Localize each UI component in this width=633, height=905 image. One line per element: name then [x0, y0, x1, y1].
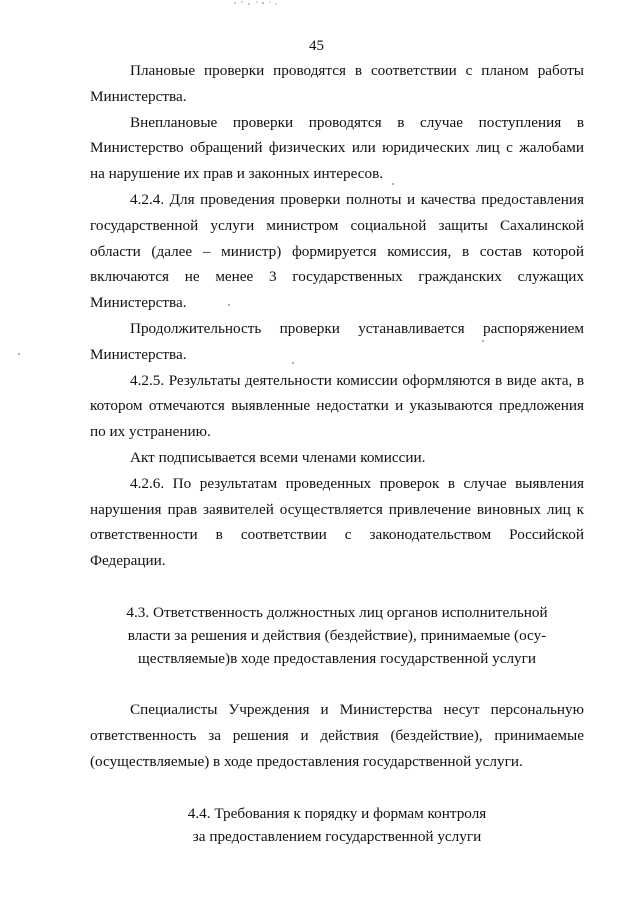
paragraph: Акт подписывается всеми членами комиссии. [130, 448, 426, 466]
heading-line: ществляемые)в ходе предоставления государственной услуги [138, 649, 536, 667]
heading-line: за предоставлением государственной услуги [192, 828, 482, 846]
heading-line: власти за решения и действия (бездействие), принимаемые (осу- [127, 626, 547, 644]
scan-speck [18, 353, 20, 355]
heading-line: 4.4. Требования к порядку и формам контроля [187, 805, 487, 823]
paragraph: Специалисты Учреждения и Министерства несут персональную ответственность за решения и действия (бездействие), принимаемые (осуществляемые) в ходе предоставления государственной услуги. [90, 700, 584, 770]
paragraph: 4.2.6. По результатам проведенных проверок в случае выявления нарушения прав заявителей осуществляется привлечение виновных лиц к ответственности в соответствии с законодательством Российской Федерации. [90, 474, 584, 570]
page-number: 45 [309, 38, 324, 54]
paragraph: Плановые проверки проводятся в соответствии с планом работы Министерства. [90, 62, 584, 105]
paragraph: 4.2.4. Для проведения проверки полноты и качества предоставления государственной услуги министром социальной защиты Сахалинской области (далее – министр) формируется комиссия, в состав которой включаются не менее 3 государственных гражданских служащих Министерства. [90, 190, 584, 312]
paragraph: Продолжительность проверки устанавливается распоряжением Министерства. [90, 319, 584, 363]
paragraph: Внеплановые проверки проводятся в случае поступления в Министерство обращений физических или юридических лиц с жалобами на нарушение их прав и законных интересов. [90, 113, 584, 183]
scan-artifact [230, 0, 290, 6]
section-heading-4-4 [90, 802, 584, 848]
paragraph: 4.2.5. Результаты деятельности комиссии оформляются в виде акта, в котором отмечаются выявленные недостатки и указываются предложения по их устранению. [90, 371, 584, 441]
heading-line: 4.3. Ответственность должностных лиц органов исполнительной [126, 603, 548, 621]
section-heading-4-3 [90, 601, 584, 670]
document-body [90, 58, 584, 848]
